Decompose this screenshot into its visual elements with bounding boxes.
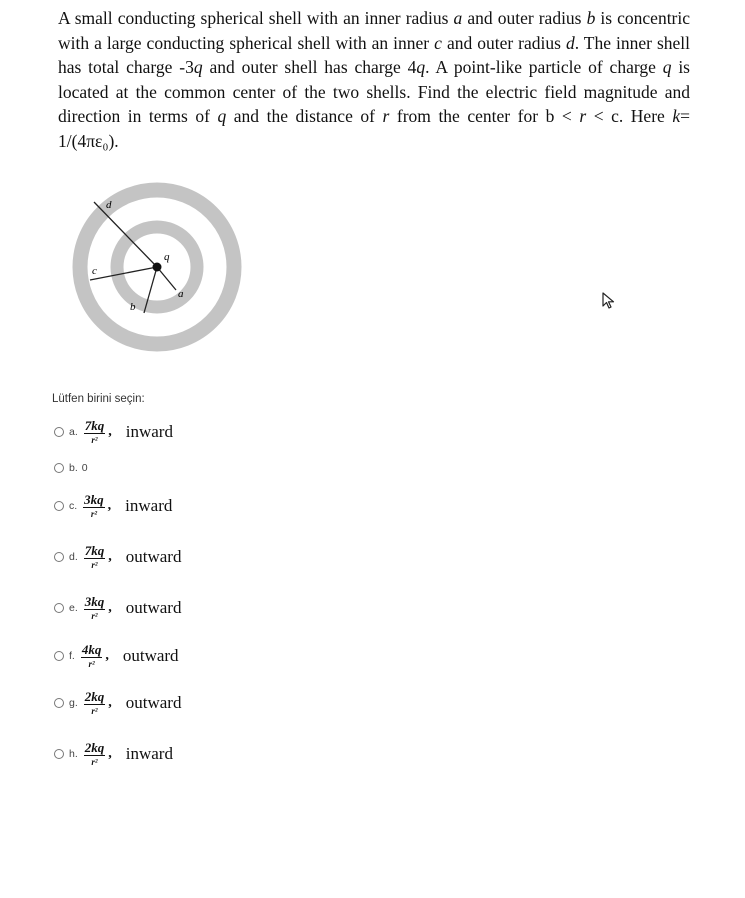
option-d[interactable] (54, 537, 181, 577)
option-direction: outward (125, 547, 182, 566)
option-letter: h. (69, 748, 78, 760)
option-letter: a. (69, 426, 78, 438)
option-direction: outward (125, 598, 182, 617)
comma: , (108, 695, 112, 710)
fraction-denominator: r² (88, 658, 95, 669)
fraction-numerator: 7kq (84, 417, 105, 433)
radio-button[interactable] (54, 552, 64, 562)
comma: , (108, 549, 112, 564)
fraction (83, 493, 105, 520)
fraction-numerator: 2kq (84, 739, 105, 755)
option-direction: inward (125, 744, 173, 763)
radio-button[interactable] (54, 749, 64, 759)
option-f[interactable] (54, 636, 179, 676)
label-c: c (92, 265, 97, 277)
option-c[interactable] (54, 486, 172, 526)
option-b[interactable] (54, 448, 88, 488)
radio-button[interactable] (54, 501, 64, 511)
option-value: 0 (81, 462, 88, 474)
comma: , (107, 498, 112, 513)
fraction-denominator: r² (91, 610, 98, 621)
option-direction: inward (125, 422, 173, 441)
comma: , (108, 746, 112, 761)
label-a: a (178, 288, 184, 300)
option-e[interactable] (54, 588, 181, 628)
option-letter: d. (69, 551, 78, 563)
question-text: A small conducting spherical shell with an inner radius a and outer radius b is concentric with a large conducting spherical shell with an inner c and outer radius d. The inner shell has total charge -3q and outer shell has charge 4q. A point-like particle of charge q is located at the common center of the two shells. Find the electric field magnitude and direction in terms of q and the distance of r from the center for b < r < c. Here k= 1/(4πε₀). (58, 8, 691, 151)
fraction-denominator: r² (90, 508, 98, 519)
concentric-shells-figure (64, 180, 254, 360)
comma: , (108, 424, 112, 439)
option-direction: outward (125, 693, 182, 712)
radio-button[interactable] (54, 427, 64, 437)
fraction-denominator: r² (91, 756, 98, 767)
option-g[interactable] (54, 683, 181, 723)
label-q: q (164, 251, 170, 263)
comma: , (108, 600, 112, 615)
option-letter: c. (69, 500, 78, 512)
radio-button[interactable] (54, 698, 64, 708)
mouse-pointer-icon (602, 292, 616, 310)
fraction (84, 690, 106, 717)
fraction (84, 419, 106, 446)
option-letter: e. (69, 602, 78, 614)
fraction-denominator: r² (91, 705, 98, 716)
fraction (84, 741, 106, 768)
option-direction: inward (125, 496, 173, 515)
option-letter: g. (69, 697, 78, 709)
option-letter: b. (69, 462, 78, 474)
fraction-denominator: r² (91, 434, 98, 445)
option-letter: f. (69, 650, 75, 662)
fraction (84, 544, 106, 571)
fraction-numerator: 4kq (81, 641, 102, 657)
label-d: d (106, 199, 112, 211)
option-direction: outward (122, 646, 179, 665)
fraction (84, 595, 106, 622)
fraction-numerator: 2kq (84, 688, 105, 704)
comma: , (105, 648, 109, 663)
radio-button[interactable] (54, 651, 64, 661)
fraction (81, 643, 103, 670)
option-h[interactable] (54, 734, 173, 774)
fraction-numerator: 3kq (84, 593, 105, 609)
point-charge (153, 263, 162, 272)
option-a[interactable] (54, 412, 173, 452)
fraction-numerator: 3kq (84, 491, 104, 507)
select-prompt: Lütfen birini seçin: (52, 393, 145, 405)
radio-button[interactable] (54, 603, 64, 613)
radio-button[interactable] (54, 463, 64, 473)
fraction-numerator: 7kq (84, 542, 105, 558)
fraction-denominator: r² (91, 559, 98, 570)
label-b: b (130, 301, 136, 313)
